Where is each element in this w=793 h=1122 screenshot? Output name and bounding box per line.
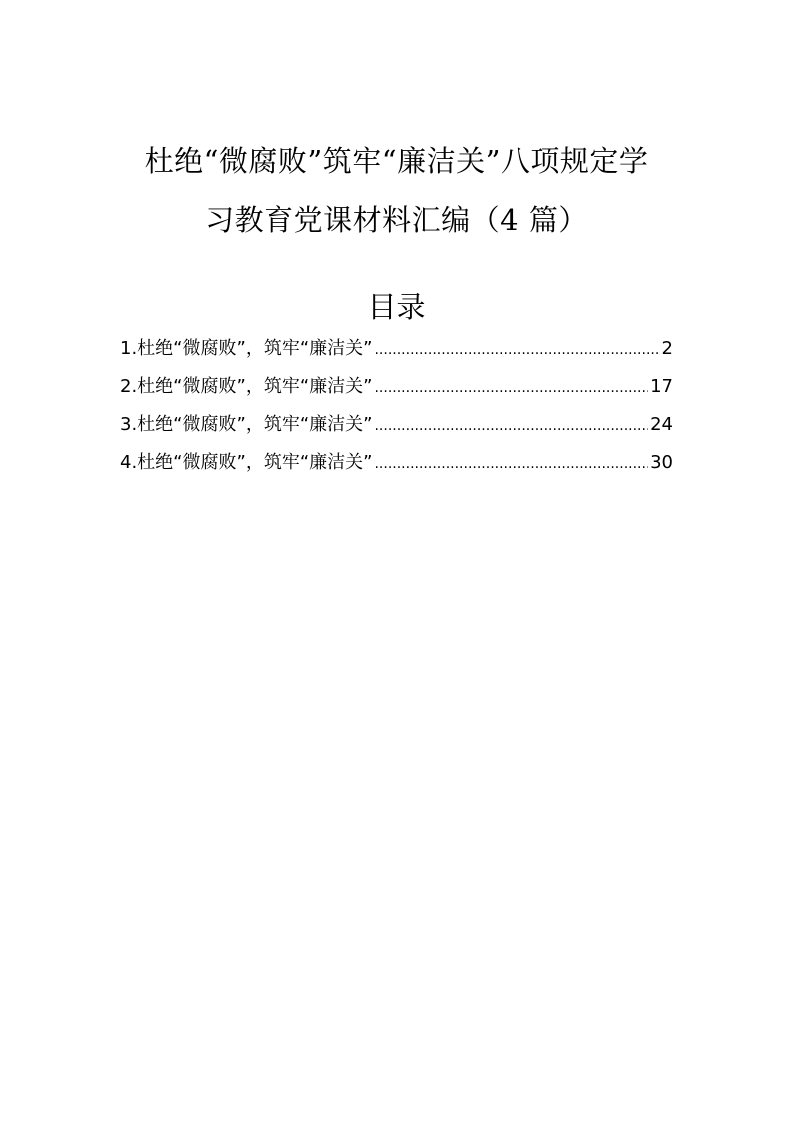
toc-entry-page: 30 <box>650 452 673 473</box>
toc-dot-leader <box>374 337 659 363</box>
toc-entry-3[interactable] <box>120 412 673 438</box>
document-title-line-2: 习教育党课材料汇编（4 篇） <box>205 203 588 237</box>
toc-dot-leader <box>374 375 648 401</box>
toc-entry-label: 1.杜绝“微腐败”，筑牢“廉洁关” <box>120 338 373 359</box>
toc-entry-page: 24 <box>650 414 673 435</box>
toc-entry-page: 17 <box>650 376 673 397</box>
toc-entry-1[interactable] <box>120 336 673 362</box>
toc-dot-leader <box>374 451 648 477</box>
toc-dot-leader <box>374 413 648 439</box>
toc-heading: 目录 <box>367 290 426 324</box>
toc-entry-label: 4.杜绝“微腐败”，筑牢“廉洁关” <box>120 452 373 473</box>
toc-entry-label: 2.杜绝“微腐败”，筑牢“廉洁关” <box>120 376 373 397</box>
document-title-line-1: 杜绝“微腐败”筑牢“廉洁关”八项规定学 <box>144 144 649 178</box>
toc-entry-page: 2 <box>661 338 673 359</box>
toc-entry-4[interactable] <box>120 450 673 476</box>
toc-entry-label: 3.杜绝“微腐败”，筑牢“廉洁关” <box>120 414 373 435</box>
table-of-contents <box>120 336 673 488</box>
toc-entry-2[interactable] <box>120 374 673 400</box>
